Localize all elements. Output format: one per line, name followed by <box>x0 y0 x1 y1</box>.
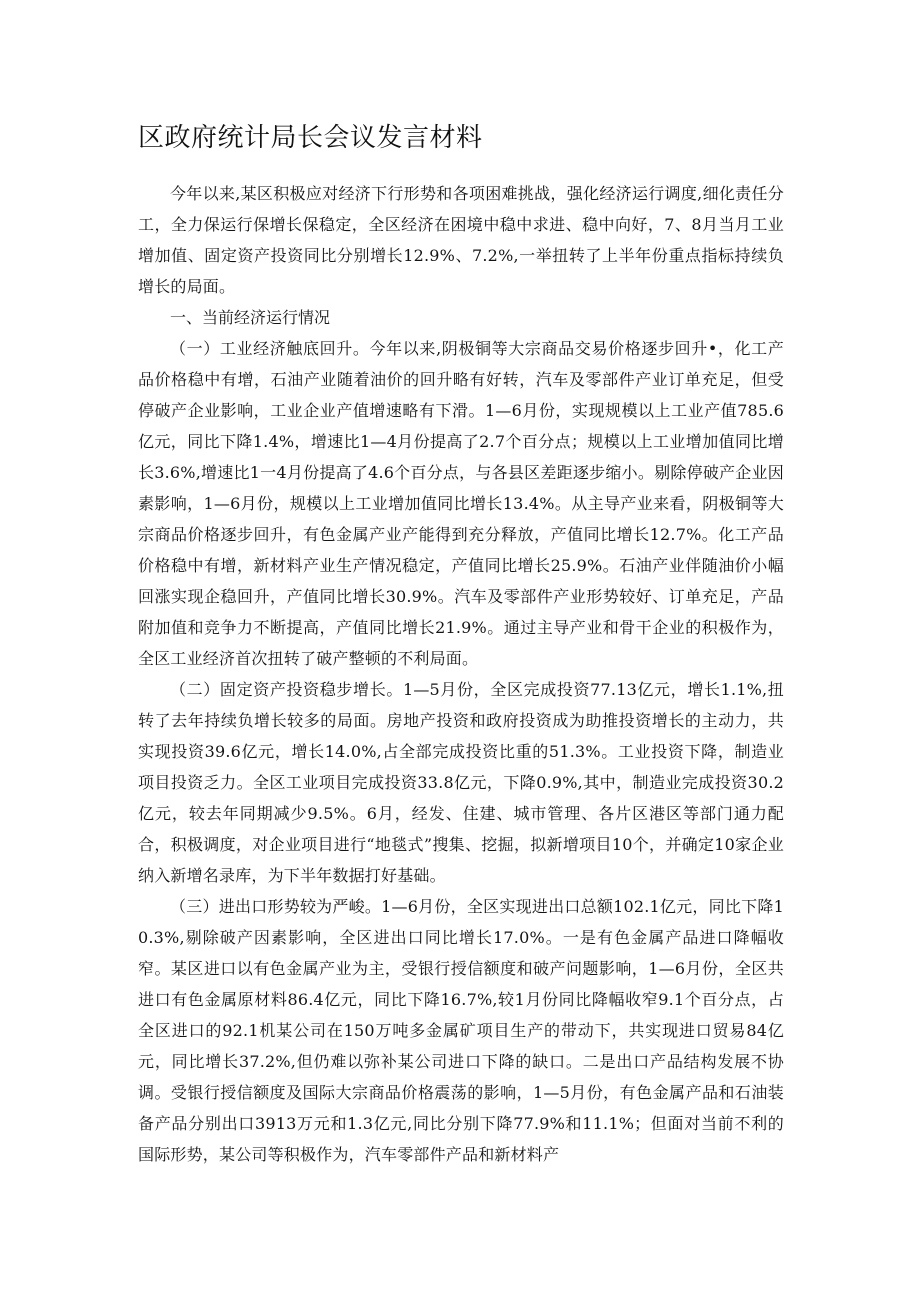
intro-paragraph: 今年以来,某区积极应对经济下行形势和各项困难挑战，强化经济运行调度,细化责任分工，全力保运行保增长保稳定，全区经济在困境中稳中求进、稳中向好，7、8月当月工业增加值、固定资产投资同比分别增长12.9%、7.2%,一举扭转了上半年份重点指标持续负增长的局面。 <box>138 184 784 296</box>
paragraph-fixed-asset-investment: （二）固定资产投资稳步增长。1—5月份，全区完成投资77.13亿元，增长1.1%,扭转了去年持续负增长较多的局面。房地产投资和政府投资成为助推投资增长的主动力，共实现投资39.6亿元，增长14.0%,占全部完成投资比重的51.3%。工业投资下降，制造业项目投资乏力。全区工业项目完成投资33.8亿元，下降0.9%,其中，制造业完成投资30.2亿元，较去年同期减少9.5%。6月，经发、住建、城市管理、各片区港区等部门通力配合，积极调度，对企业项目进行“地毯式”搜集、挖掘，拟新增项目10个，并确定10家企业纳入新增名录库，为下半年数据打好基础。 <box>138 680 784 885</box>
paragraph-industrial-economy: （一）工业经济触底回升。今年以来,阴极铜等大宗商品交易价格逐步回升•，化工产品价格稳中有增，石油产业随着油价的回升略有好转，汽车及零部件产业订单充足，但受停破产企业影响，工业企业产值增速略有下滑。1—6月份，实现规模以上工业产值785.6亿元，同比下降1.4%，增速比1—4月份提高了2.7个百分点；规模以上工业增加值同比增长3.6%,增速比1一4月份提高了4.6个百分点，与各县区差距逐步缩小。剔除停破产企业因素影响，1—6月份，规模以上工业增加值同比增长13.4%。从主导产业来看，阴极铜等大宗商品价格逐步回升，有色金属产业产能得到充分释放，产值同比增长12.7%。化工产品价格稳中有增，新材料产业生产情况稳定，产值同比增长25.9%。石油产业伴随油价小幅回涨实现企稳回升，产值同比增长30.9%。汽车及零部件产业形势较好、订单充足，产品附加值和竞争力不断提高，产值同比增长21.9%。通过主导产业和骨干企业的积极作为，全区工业经济首次扭转了破产整顿的不利局面。 <box>138 339 784 668</box>
document-title: 区政府统计局长会议发言材料 <box>138 123 483 153</box>
paragraph-import-export: （三）进出口形势较为严峻。1—6月份，全区实现进出口总额102.1亿元，同比下降10.3%,剔除破产因素影响，全区进出口同比增长17.0%。一是有色金属产品进口降幅收窄。某区进口以有色金属产业为主，受银行授信额度和破产问题影响，1—6月份，全区共进口有色金属原材料86.4亿元，同比下降16.7%,较1月份同比降幅收窄9.1个百分点，占全区进口的92.1机某公司在150万吨多金属矿项目生产的带动下，共实现进口贸易84亿元，同比增长37.2%,但仍难以弥补某公司进口下降的缺口。二是出口产品结构发展不协调。受银行授信额度及国际大宗商品价格震荡的影响，1—5月份，有色金属产品和石油装备产品分别出口3913万元和1.3亿元,同比分别下降77.9%和11.1%；但面对当前不利的国际形势，某公司等积极作为，汽车零部件产品和新材料产 <box>138 897 784 1164</box>
document-page <box>138 120 784 1170</box>
section-heading: 一、当前经济运行情况 <box>170 308 331 327</box>
